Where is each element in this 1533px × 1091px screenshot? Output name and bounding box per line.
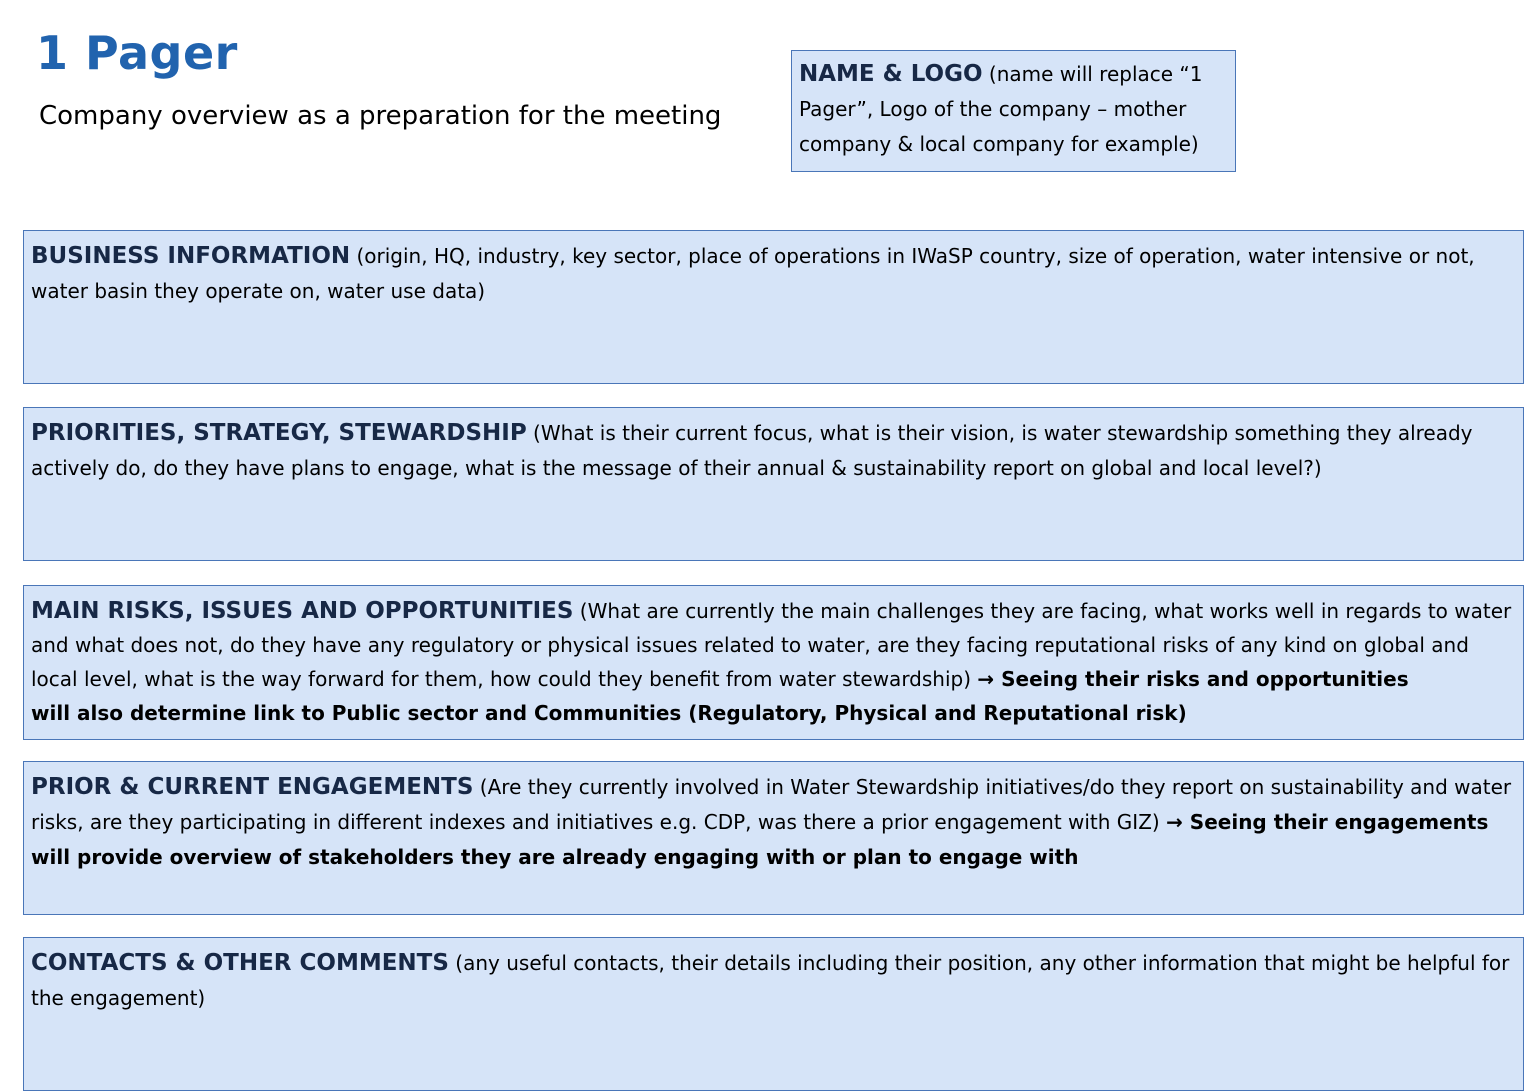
main-risks-emphasis-2: will also determine link to Public sector and Communities (Regulatory, Physical and Reputational risk) <box>31 701 1187 725</box>
arrow-right-icon: → <box>977 667 995 691</box>
business-information-box <box>23 230 1524 384</box>
priorities-strategy-box <box>23 407 1524 561</box>
business-information-heading: BUSINESS INFORMATION <box>31 243 351 269</box>
contacts-comments-box <box>23 937 1524 1091</box>
main-risks-emphasis: Seeing their risks and opportunities <box>994 667 1409 691</box>
prior-engagements-description: (Are they currently involved in Water Stewardship initiatives/do they report on sustainability and water risks, are they participating in different indexes and initiatives e.g. CDP, was there a prior engagement with GIZ) <box>31 775 1512 834</box>
arrow-right-icon: → <box>1166 810 1183 834</box>
main-risks-heading: MAIN RISKS, ISSUES AND OPPORTUNITIES <box>31 598 574 624</box>
prior-engagements-heading: PRIOR & CURRENT ENGAGEMENTS <box>31 774 474 800</box>
main-risks-box <box>23 585 1524 740</box>
prior-engagements-box <box>23 761 1524 915</box>
contacts-comments-description: (any useful contacts, their details including their position, any other information that might be helpful for the engagement) <box>31 951 1510 1010</box>
prior-engagements-emphasis: Seeing their engagements will provide overview of stakeholders they are already engaging with or plan to engage with <box>31 810 1489 869</box>
main-risks-description: (What are currently the main challenges they are facing, what works well in regards to water and what does not, do they have any regulatory or physical issues related to water, are they facing reputational risks of any kind on global and local level, what is the way forward for them, how could they benefit from water stewardship) <box>31 599 1512 691</box>
page-subtitle: Company overview as a preparation for the meeting <box>39 101 722 131</box>
business-information-description: (origin, HQ, industry, key sector, place of operations in IWaSP country, size of operation, water intensive or not, water basin they operate on, water use data) <box>31 244 1475 303</box>
name-logo-description: (name will replace “1 Pager”, Logo of the company – mother company & local company for example) <box>799 62 1203 156</box>
priorities-strategy-description: (What is their current focus, what is their vision, is water stewardship something they already actively do, do they have plans to engage, what is the message of their annual & sustainability report on global and local level?) <box>31 421 1473 480</box>
name-logo-heading: NAME & LOGO <box>799 61 983 87</box>
priorities-strategy-heading: PRIORITIES, STRATEGY, STEWARDSHIP <box>31 420 527 446</box>
name-logo-box <box>791 50 1236 172</box>
page-title: 1 Pager <box>36 26 238 80</box>
contacts-comments-heading: CONTACTS & OTHER COMMENTS <box>31 950 449 976</box>
